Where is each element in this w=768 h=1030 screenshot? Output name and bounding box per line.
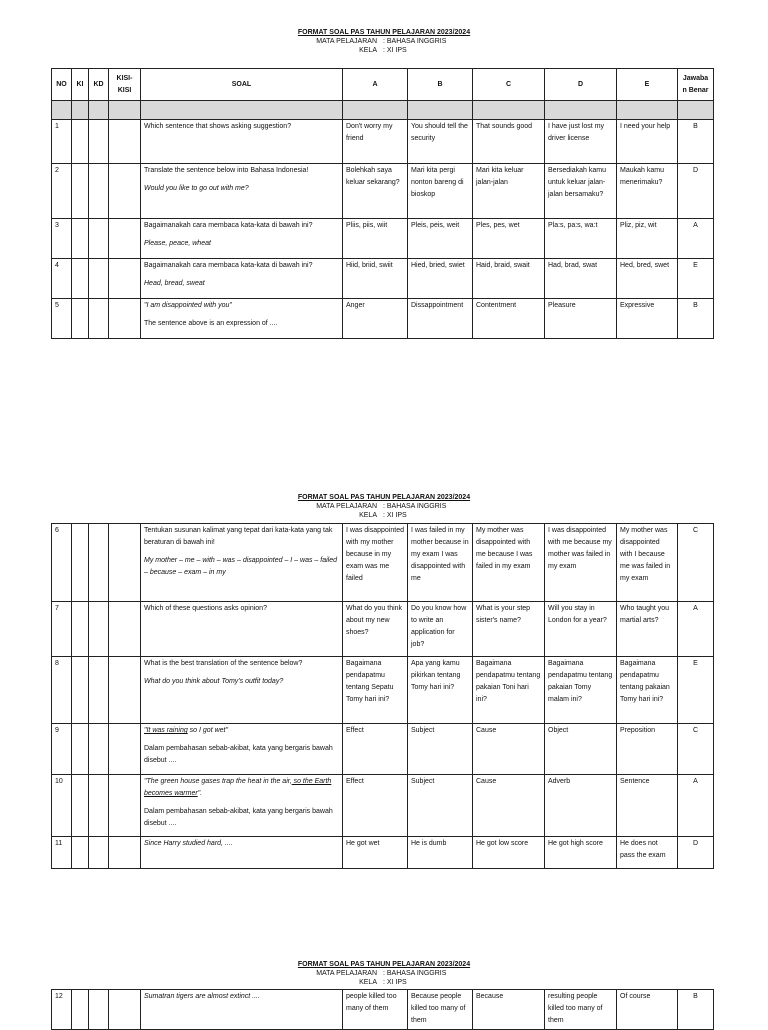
- row-number: 3: [52, 219, 72, 259]
- option-e: Of course: [617, 990, 678, 1030]
- question-prompt: Please, peace, wheat: [144, 240, 211, 247]
- col-jawaban: Jawaban Benar: [678, 69, 714, 101]
- correct-answer: E: [678, 657, 714, 724]
- question-closing-quote: ".: [197, 790, 203, 797]
- col-soal: SOAL: [141, 69, 343, 101]
- question-text: Sumatran tigers are almost extinct ....: [141, 990, 343, 1030]
- option-d: Adverb: [545, 775, 617, 837]
- question-text: Tentukan susunan kalimat yang tepat dari kata-kata yang tak beraturan di bawah ini!: [144, 527, 333, 546]
- document-title: FORMAT SOAL PAS TAHUN PELAJARAN 2023/2024: [297, 494, 471, 501]
- option-a: people killed too many of them: [343, 990, 408, 1030]
- question-cell: [141, 259, 343, 299]
- option-b: I was failed in my mother because in my exam I was disappointed with me: [408, 524, 473, 602]
- option-d: Will you stay in London for a year?: [545, 602, 617, 657]
- option-b: Apa yang kamu pikirkan tentang Tomy hari ini?: [408, 657, 473, 724]
- option-c: Contentment: [473, 299, 545, 339]
- table-header-row: [52, 69, 714, 101]
- option-d: Pleasure: [545, 299, 617, 339]
- subject-label: MATA PELAJARAN: [316, 503, 377, 510]
- option-e: Who taught you martial arts?: [617, 602, 678, 657]
- col-d: D: [545, 69, 617, 101]
- col-a: A: [343, 69, 408, 101]
- option-a: Effect: [343, 775, 408, 837]
- option-d: Bersediakah kamu untuk keluar jalan-jalan bersamaku?: [545, 164, 617, 219]
- option-b: Hied, bried, swiet: [408, 259, 473, 299]
- option-c: Because: [473, 990, 545, 1030]
- document-title: FORMAT SOAL PAS TAHUN PELAJARAN 2023/2024: [297, 961, 471, 968]
- table-row: [52, 120, 714, 164]
- option-d: Had, brad, swat: [545, 259, 617, 299]
- question-underlined-part: "It was raining: [144, 727, 188, 734]
- table-row: [52, 259, 714, 299]
- question-cell: [141, 219, 343, 259]
- question-cell: [141, 299, 343, 339]
- option-c: He got low score: [473, 837, 545, 869]
- question-prompt: Would you like to go out with me?: [144, 185, 249, 192]
- col-kisi: KISI-KISI: [109, 69, 141, 101]
- option-d: Pla:s, pa:s, wa:t: [545, 219, 617, 259]
- table-row: [52, 164, 714, 219]
- option-d: Object: [545, 724, 617, 775]
- option-b: Subject: [408, 775, 473, 837]
- option-c: What is your step sister's name?: [473, 602, 545, 657]
- option-c: Cause: [473, 775, 545, 837]
- correct-answer: A: [678, 775, 714, 837]
- option-a: Anger: [343, 299, 408, 339]
- option-d: He got high score: [545, 837, 617, 869]
- question-cell: [141, 724, 343, 775]
- col-no: NO: [52, 69, 72, 101]
- table-row: [52, 837, 714, 869]
- option-d: Bagaimana pendapatmu tentang pakaian Tomy malam ini?: [545, 657, 617, 724]
- question-underlined-part: so the Earth becomes warmer: [144, 778, 332, 797]
- option-e: Bagaimana pendapatmu tentang pakaian Tomy hari ini?: [617, 657, 678, 724]
- question-prompt: Head, bread, sweat: [144, 280, 205, 287]
- correct-answer: C: [678, 724, 714, 775]
- option-e: Sentence: [617, 775, 678, 837]
- option-a: Pliis, piis, wiit: [343, 219, 408, 259]
- question-prompt: My mother – me – with – was – disappointed – I – was – failed – because – exam – in my: [144, 557, 337, 576]
- class-value: : XI IPS: [383, 512, 407, 519]
- table-row: [52, 724, 714, 775]
- col-kd: KD: [89, 69, 109, 101]
- col-b: B: [408, 69, 473, 101]
- class-value: : XI IPS: [383, 979, 407, 986]
- question-text: Which sentence that shows asking suggestion?: [141, 120, 343, 164]
- subject-label: MATA PELAJARAN: [316, 38, 377, 45]
- option-a: What do you think about my new shoes?: [343, 602, 408, 657]
- subject-value: : BAHASA INGGRIS: [383, 38, 447, 45]
- question-prompt: The sentence above is an expression of ....: [144, 320, 278, 327]
- row-number: 6: [52, 524, 72, 602]
- option-c: Mari kita keluar jalan-jalan: [473, 164, 545, 219]
- shaded-band-row: [52, 101, 714, 120]
- correct-answer: A: [678, 219, 714, 259]
- row-number: 4: [52, 259, 72, 299]
- row-number: 1: [52, 120, 72, 164]
- option-a: Hiid, briid, swiit: [343, 259, 408, 299]
- correct-answer: C: [678, 524, 714, 602]
- question-cell: [141, 524, 343, 602]
- question-text: Since Harry studied hard, ....: [141, 837, 343, 869]
- option-b: Pleis, peis, weit: [408, 219, 473, 259]
- option-b: You should tell the security: [408, 120, 473, 164]
- option-e: I need your help: [617, 120, 678, 164]
- question-text: Bagaimanakah cara membaca kata-kata di bawah ini?: [144, 262, 313, 269]
- option-a: Effect: [343, 724, 408, 775]
- col-c: C: [473, 69, 545, 101]
- table-row: [52, 524, 714, 602]
- question-text: "I am disappointed with you": [144, 302, 232, 309]
- row-number: 9: [52, 724, 72, 775]
- question-table-page-1: [51, 68, 714, 339]
- option-a: Bagaimana pendapatmu tentang Sepatu Tomy hari ini?: [343, 657, 408, 724]
- question-cell: [141, 775, 343, 837]
- option-d: I was disappointed with me because my mother was failed in my exam: [545, 524, 617, 602]
- option-a: Don't worry my friend: [343, 120, 408, 164]
- row-number: 7: [52, 602, 72, 657]
- option-d: resulting people killed too many of them: [545, 990, 617, 1030]
- class-label: KELA: [359, 512, 377, 519]
- option-c: Cause: [473, 724, 545, 775]
- option-c: Ples, pes, wet: [473, 219, 545, 259]
- option-a: I was disappointed with my mother because in my exam was me failed: [343, 524, 408, 602]
- row-number: 8: [52, 657, 72, 724]
- option-a: Bolehkah saya keluar sekarang?: [343, 164, 408, 219]
- correct-answer: A: [678, 602, 714, 657]
- option-c: Bagaimana pendapatmu tentang pakaian Toni hari ini?: [473, 657, 545, 724]
- page-2-header: [0, 493, 768, 520]
- option-e: My mother was disappointed with I because me was failed in my exam: [617, 524, 678, 602]
- option-c: Haid, braid, swait: [473, 259, 545, 299]
- subject-value: : BAHASA INGGRIS: [383, 970, 447, 977]
- row-number: 12: [52, 990, 72, 1030]
- correct-answer: B: [678, 299, 714, 339]
- question-text: "The green house gases trap the heat in the air,: [144, 778, 292, 785]
- option-d: I have just lost my driver license: [545, 120, 617, 164]
- option-a: He got wet: [343, 837, 408, 869]
- row-number: 10: [52, 775, 72, 837]
- question-text: What is the best translation of the sentence below?: [144, 660, 303, 667]
- option-b: Mari kita pergi nonton bareng di bioskop: [408, 164, 473, 219]
- class-label: KELA: [359, 47, 377, 54]
- table-row: [52, 775, 714, 837]
- option-e: Hed, bred, swet: [617, 259, 678, 299]
- question-prompt: Dalam pembahasan sebab-akibat, kata yang bergaris bawah disebut ....: [144, 808, 333, 827]
- table-row: [52, 657, 714, 724]
- row-number: 5: [52, 299, 72, 339]
- option-e: Expressive: [617, 299, 678, 339]
- question-table-page-2: [51, 523, 714, 869]
- subject-label: MATA PELAJARAN: [316, 970, 377, 977]
- table-row: [52, 602, 714, 657]
- table-row: [52, 299, 714, 339]
- correct-answer: D: [678, 164, 714, 219]
- correct-answer: B: [678, 120, 714, 164]
- question-text: Bagaimanakah cara membaca kata-kata di bawah ini?: [144, 222, 313, 229]
- table-row: [52, 219, 714, 259]
- option-b: He is dumb: [408, 837, 473, 869]
- question-prompt: What do you think about Tomy's outfit today?: [144, 678, 284, 685]
- class-label: KELA: [359, 979, 377, 986]
- question-cell: [141, 657, 343, 724]
- subject-value: : BAHASA INGGRIS: [383, 503, 447, 510]
- question-prompt: Dalam pembahasan sebab-akibat, kata yang bergaris bawah disebut ....: [144, 745, 333, 764]
- document-title: FORMAT SOAL PAS TAHUN PELAJARAN 2023/2024: [297, 29, 471, 36]
- col-ki: KI: [72, 69, 89, 101]
- option-c: That sounds good: [473, 120, 545, 164]
- option-e: Preposition: [617, 724, 678, 775]
- correct-answer: E: [678, 259, 714, 299]
- page-1-header: [0, 28, 768, 55]
- row-number: 11: [52, 837, 72, 869]
- option-b: Subject: [408, 724, 473, 775]
- option-e: Pliz, piz, wit: [617, 219, 678, 259]
- page-3-header: [0, 960, 768, 987]
- col-e: E: [617, 69, 678, 101]
- correct-answer: B: [678, 990, 714, 1030]
- option-b: Do you know how to write an application for job?: [408, 602, 473, 657]
- option-b: Dissappointment: [408, 299, 473, 339]
- option-e: Maukah kamu menerimaku?: [617, 164, 678, 219]
- correct-answer: D: [678, 837, 714, 869]
- class-value: : XI IPS: [383, 47, 407, 54]
- option-c: My mother was disappointed with me because I was failed in my exam: [473, 524, 545, 602]
- question-text: Which of these questions asks opinion?: [141, 602, 343, 657]
- option-e: He does not pass the exam: [617, 837, 678, 869]
- question-text: Translate the sentence below into Bahasa Indonesia!: [144, 167, 309, 174]
- option-b: Because people killed too many of them: [408, 990, 473, 1030]
- question-text: so I got wet": [187, 727, 228, 734]
- row-number: 2: [52, 164, 72, 219]
- question-cell: [141, 164, 343, 219]
